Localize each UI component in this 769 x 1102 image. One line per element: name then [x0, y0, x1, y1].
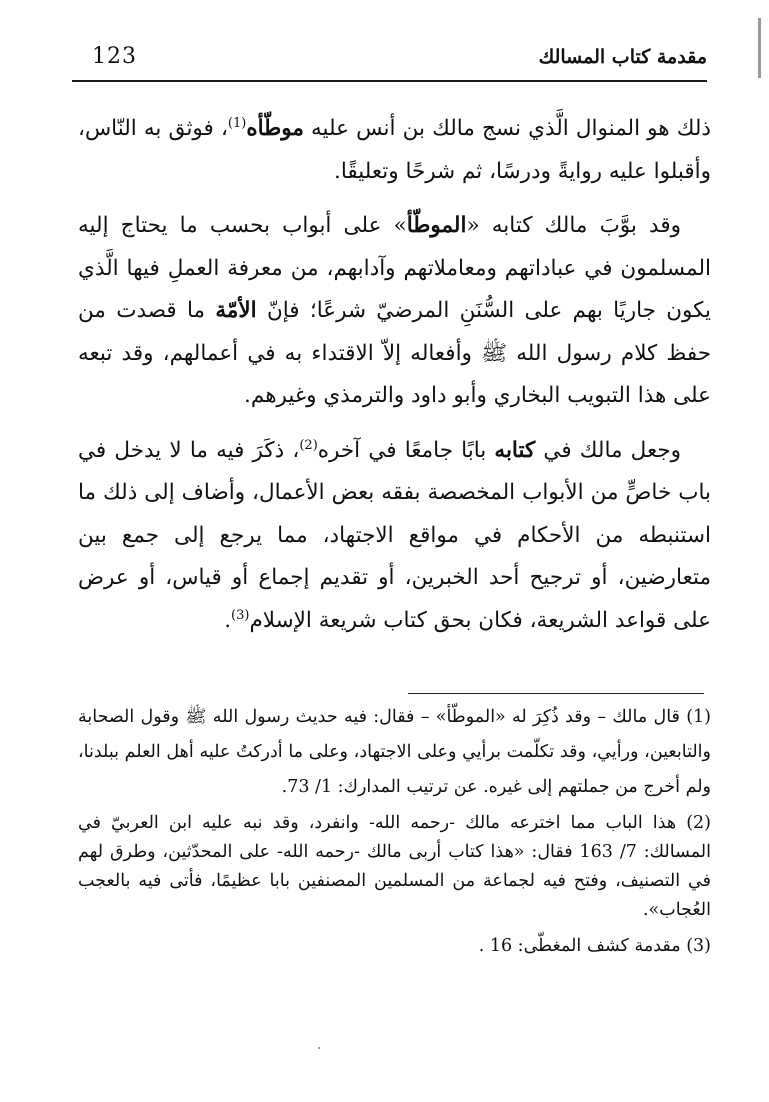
paragraph-1: [78, 108, 711, 193]
header-rule: [72, 80, 707, 82]
text-run: وقد بوَّبَ مالك كتابه «: [466, 213, 681, 238]
scan-edge-mark: [758, 18, 761, 78]
text-run: وجعل مالك في: [535, 437, 682, 463]
footnote-ref: (3): [231, 607, 250, 623]
running-title: مقدمة كتاب المسالك: [538, 46, 707, 68]
bold-term: الأمّة: [215, 298, 257, 323]
text-run: بابًا جامعًا في آخره: [317, 437, 495, 463]
text-run: ، فوثق به النّاس، وأقبلوا عليه روايةً ودرسًا، ثم شرحًا وتعليقًا.: [78, 116, 711, 184]
footnote-ref: (1): [227, 115, 247, 131]
paragraph-3: [78, 430, 711, 643]
text-run: ذلك هو المنوال الَّذي نسج مالك بن أنس عليه: [303, 116, 711, 141]
footnote-number: (3): [686, 936, 711, 956]
main-text: [78, 108, 711, 654]
footnotes: [78, 700, 711, 968]
text-run: .: [224, 607, 232, 633]
footnote-ref: (2): [299, 437, 318, 453]
footnote-number: (2): [686, 813, 711, 833]
page-number: 123: [92, 44, 137, 69]
footnote-number: (1): [686, 707, 711, 727]
footnote-text: هذا الباب مما اخترعه مالك -رحمه الله- وانفرد، وقد نبه عليه ابن العربيّ في المسالك: 7/ 163 فقال: «هذا كتاب أربى مالك -رحمه الله- على المحدّثين، وطرق لهم في التصنيف، وفتح فيه لجماعة من المسلمين المصنفين بابا عظيمًا، فأتى فيه بالعجب العُجاب».: [78, 813, 712, 920]
footnote-text: مقدمة كشف المغطّى: 16 .: [478, 936, 681, 956]
footnote-1: [78, 700, 711, 805]
text-run: ، ذكَرَ فيه ما لا يدخل في باب خاصٍّ من الأبواب المخصصة بفقه بعض الأعمال، وأضاف إلى ذلك ما استنبطه من الأحكام في مواقع الاجتهاد، مما يرجع إلى جمع بين متعارضين، أو ترجيح أحد الخبرين، أو تقديم إجماع أو قياس، أو عرض على قواعد الشريعة، فكان بحق كتاب شريعة الإسلام: [78, 437, 711, 633]
footnote-text: قال مالك – وقد ذُكِرَ له «الموطّأ» – فقال: فيه حديث رسول الله ﷺ وقول الصحابة والتابعين، ورأيي، وقد تكلّمت برأيي وعلى الاجتهاد، وعلى ما أدركتُ عليه أهل العلم ببلدنا، ولم أخرج من جملتهم إلى غيره. عن ترتيب المدارك: 1/ 73.: [78, 707, 711, 797]
paragraph-2: [78, 205, 711, 418]
bold-term: الموطّأ: [406, 213, 467, 238]
text-run: ما قصدت من حفظ كلام رسول الله ﷺ وأفعاله إلاّ الاقتداء به في أعمالهم، وقد تبعه على هذا التبويب البخاري وأبو داود والترمذي وغيرهم.: [78, 298, 711, 408]
text-run: » على أبواب بحسب ما يحتاج إليه المسلمون في عباداتهم ومعاملاتهم وآدابهم، من معرفة العملِ فيها الَّذي يكون جاريًا بهم على السُّنَنِ المرضيّ شرعًا؛ فإنّ: [78, 213, 712, 323]
bold-term: موطّأه: [246, 116, 304, 141]
footnote-3: [78, 929, 711, 964]
scan-speck: [318, 1047, 320, 1049]
footnote-separator: [408, 693, 704, 694]
page-header: [72, 38, 707, 78]
bold-term: كتابه: [494, 437, 536, 463]
footnote-2: [78, 809, 711, 925]
